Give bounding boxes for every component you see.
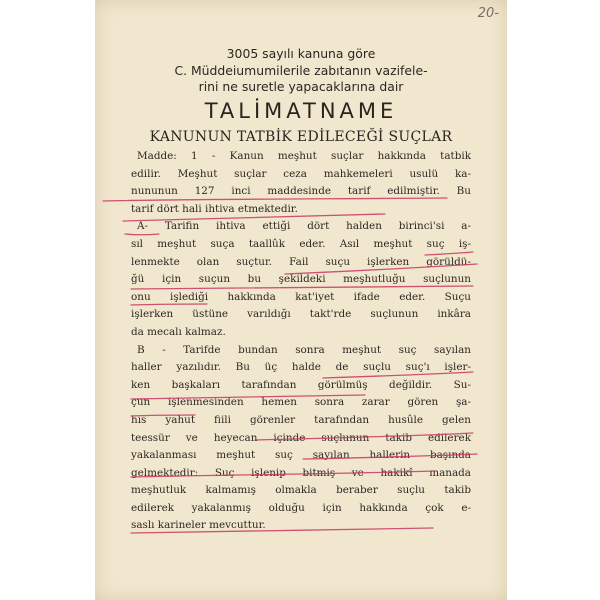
body-line: ğü için suçun bu şekildeki meşhutluğu suçlunun — [131, 273, 471, 286]
header-line-1: 3005 sayılı kanuna göre — [226, 46, 376, 61]
body-line: B - Tarifde bundan sonra meşhut suç sayılan — [137, 343, 471, 356]
body-line: nununun 127 inci maddesinde tarif edilmiştir. Bu — [131, 185, 471, 198]
body-text — [131, 148, 471, 535]
body-line: sıl meşhut suça taallûk eder. Asıl meşhut suç iş- — [131, 237, 471, 250]
body-line: teessür ve heyecan içinde suçlunun takib edilerek — [131, 431, 471, 444]
section-heading: KANUNUN TATBİK EDİLECEĞİ SUÇLAR — [149, 129, 453, 145]
body-line: da mecalı kalmaz. — [131, 325, 226, 338]
body-line: yakalanması meşhut suç sayılan hallerin başında — [131, 449, 471, 462]
body-line: edilir. Meşhut suçlar ceza mahkemeleri usulü ka- — [131, 167, 471, 180]
body-line: saslı karineler mevcuttur. — [131, 519, 266, 532]
body-line: gelmektedir: Suç işlenip bitmiş ve hakikî manada — [131, 466, 471, 479]
document-page — [95, 0, 507, 600]
body-line: işlerken üstüne varıldığı takt'rde suçlunun inkâra — [131, 308, 471, 321]
body-line: çun işlenmesinden hemen sonra zarar gören şa- — [131, 396, 471, 409]
body-line: A- Tarifin ihtiva ettiği dört halden birinci'si a- — [137, 220, 471, 233]
header-line-2: C. Müddeiumumilerile zabıtanın vazifele- — [174, 62, 428, 78]
document-title: TALİMATNAME — [204, 99, 398, 123]
body-line: lenmekte olan suçtur. Fail suçu işlerken görüldü- — [131, 255, 471, 268]
handwritten-page-number: 20- — [477, 6, 499, 21]
body-line: meşhutluk kalmamış olmakla beraber suçlu takib — [131, 484, 471, 497]
body-line: onu işlediği hakkında kat'iyet ifade eder. Suçu — [131, 290, 471, 303]
header-block — [95, 46, 507, 96]
body-line: tarif dört hali ihtiva etmektedir. — [131, 202, 298, 215]
header-line-3: rini ne suretle yapacaklarına dair — [198, 79, 404, 94]
body-line: hıs yahut fiili görenler tarafından husûle gelen — [131, 413, 471, 426]
body-line: ken başkaları tarafından görülmüş değildir. Su- — [131, 378, 471, 391]
body-line: haller yazılıdır. Bu üç halde de suçlu suç'ı işler- — [131, 361, 471, 374]
body-line: edilerek yakalanmış olduğu için hakkında çok e- — [131, 501, 471, 514]
body-line: Madde: 1 - Kanun meşhut suçlar hakkında tatbik — [137, 150, 471, 162]
